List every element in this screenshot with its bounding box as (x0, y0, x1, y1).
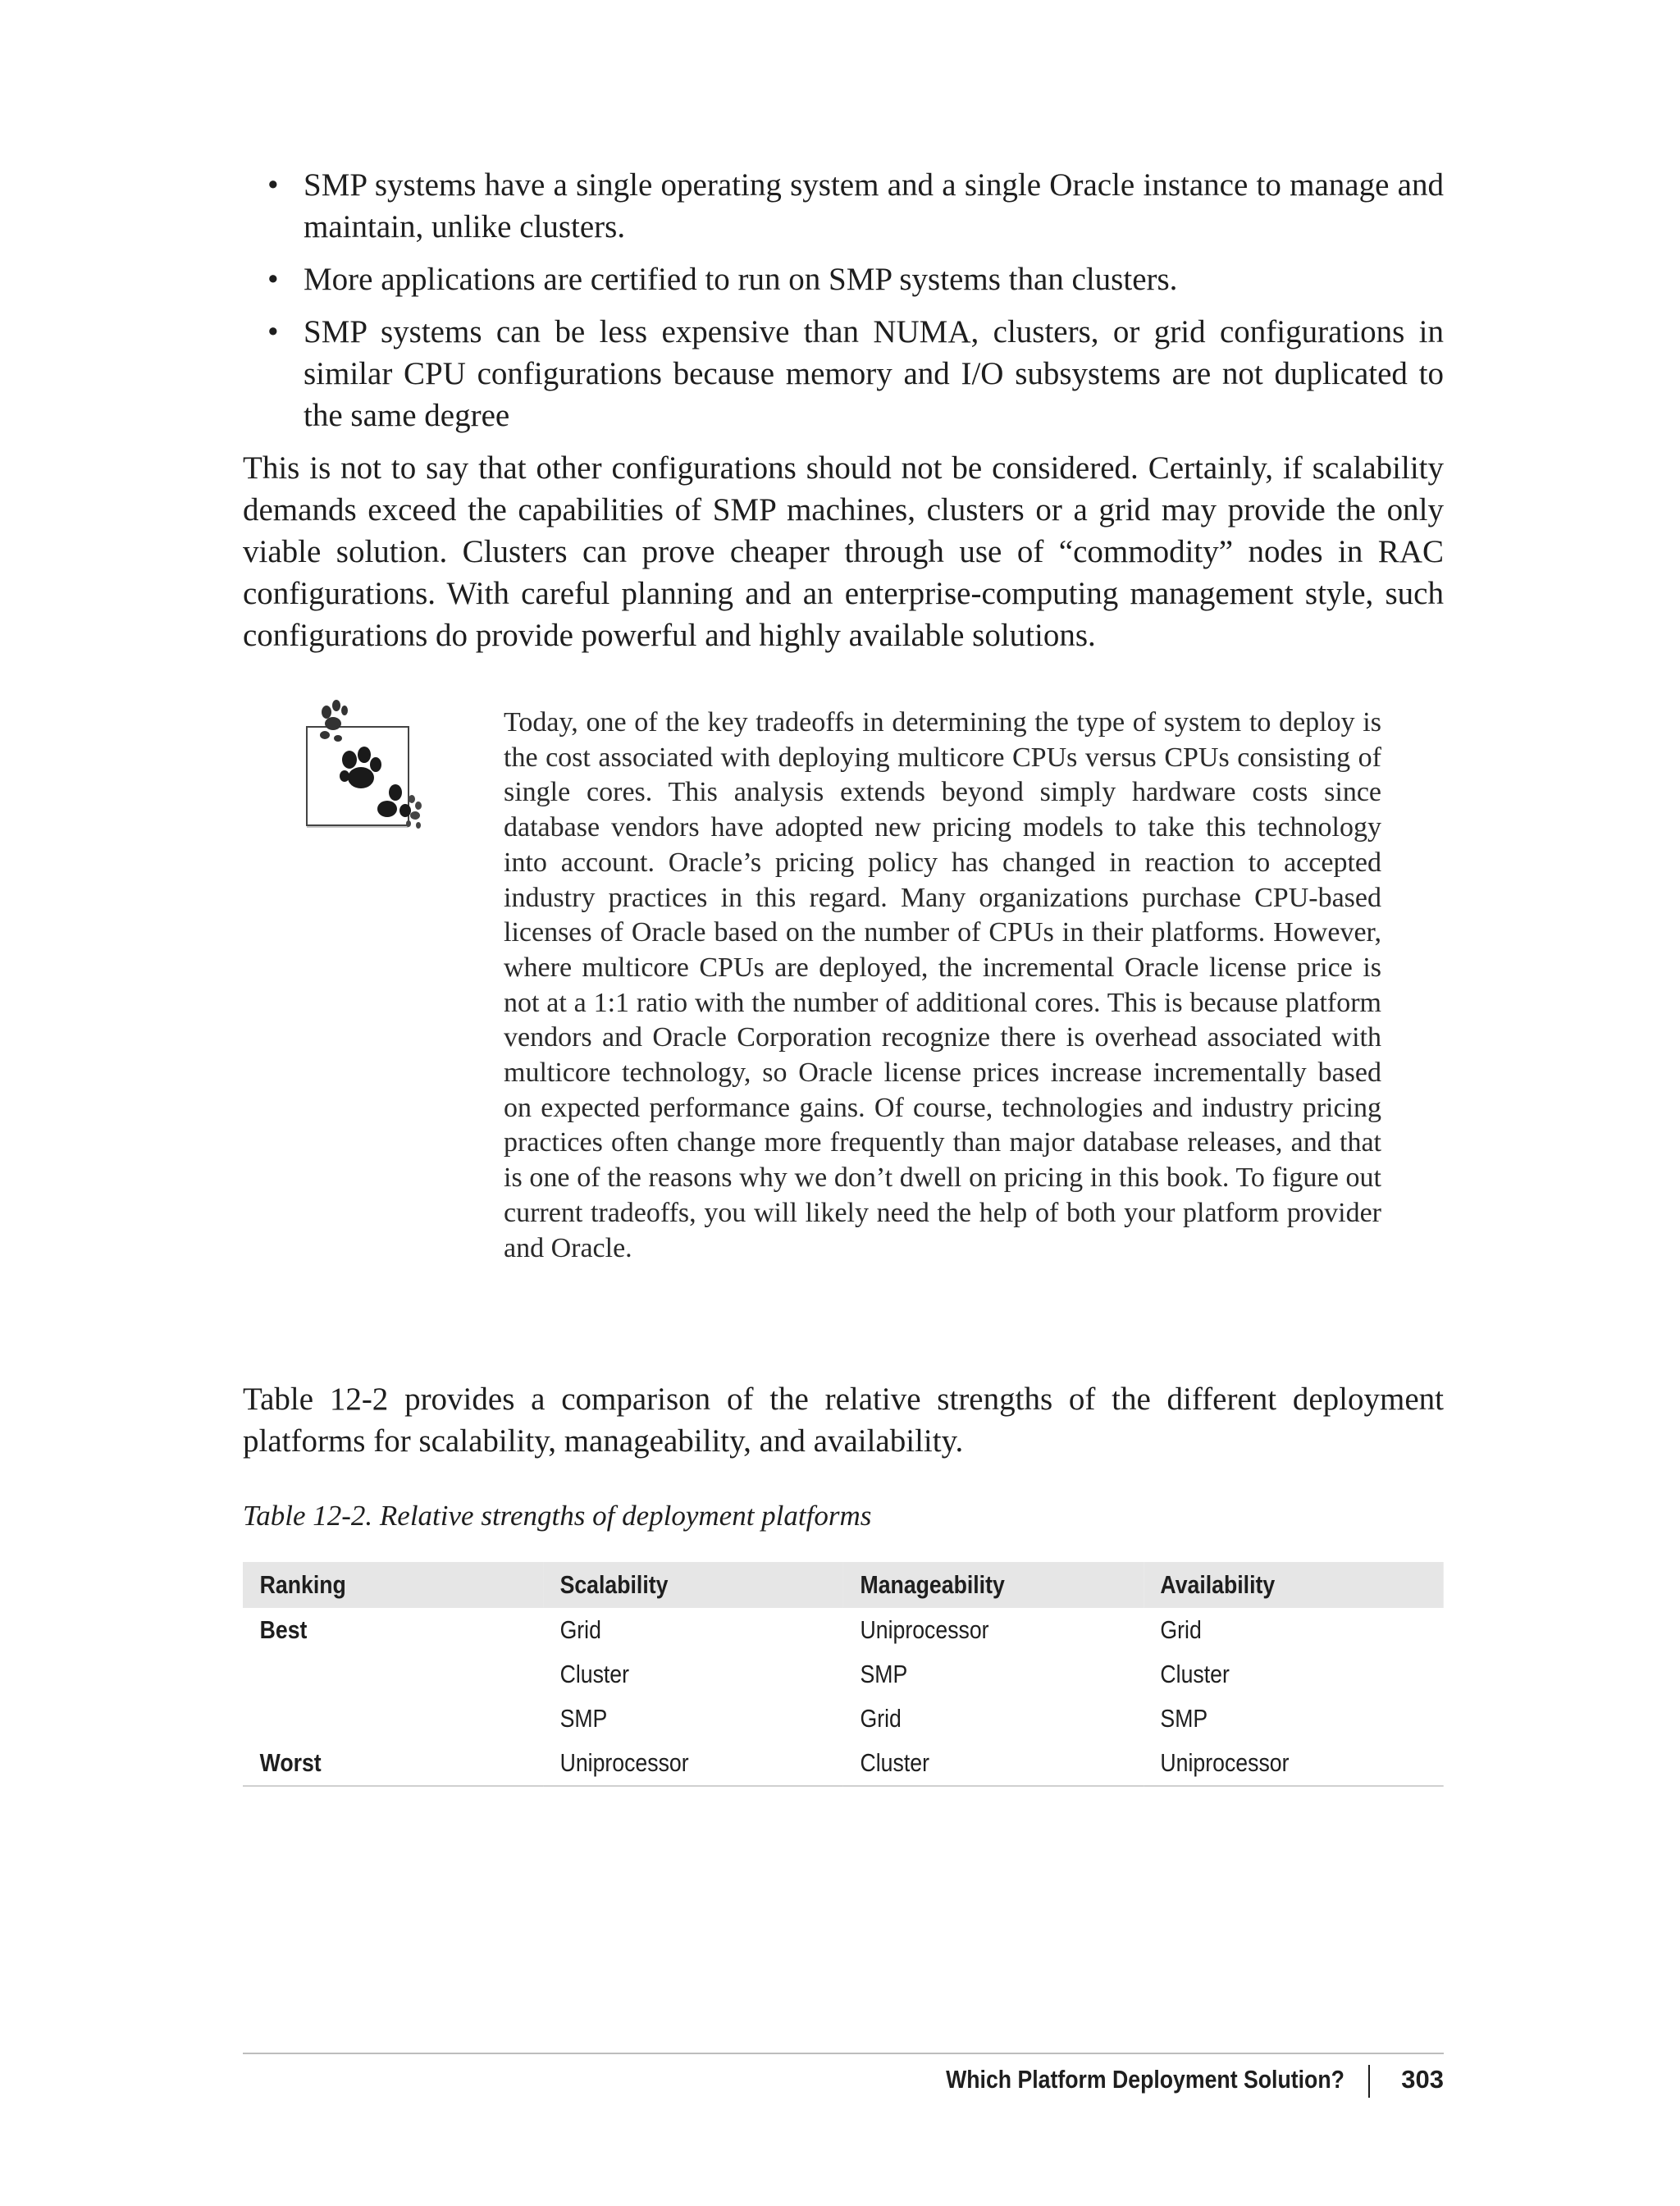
body-paragraph: Table 12-2 provides a comparison of the relative strengths of the different deployment platforms for scalability, manageability, and availability. (243, 1382, 1444, 1459)
table-caption: Table 12-2. Relative strengths of deployment platforms (243, 1500, 872, 1532)
footer-divider (243, 2053, 1444, 2054)
table-cell: Grid (1160, 1615, 1202, 1644)
table-header-cell: Manageability (860, 1570, 1005, 1599)
bullet-glyph: • (267, 314, 279, 349)
table-cell: SMP (559, 1704, 608, 1733)
table-header-cell: Availability (1160, 1570, 1276, 1599)
table-header-cell: Scalability (559, 1570, 669, 1599)
table-row (243, 1652, 1444, 1697)
body-paragraph: This is not to say that other configurations should not be considered. Certainly, if scalability demands exceed the capabilities of SMP machines, clusters or a grid may provide the only viable solution. Clusters can prove cheaper through use of “commodity” nodes in RAC configurations. With careful planning and an enterprise-computing management style, such configurations do provide powerful and highly available solutions. (243, 450, 1444, 653)
bullet-glyph: • (267, 167, 279, 203)
table-cell-ranking (243, 1697, 543, 1741)
table-cell: Uniprocessor (860, 1615, 989, 1644)
table-body (243, 1608, 1444, 1786)
table-row (243, 1697, 1444, 1741)
bullet-text: More applications are certified to run on SMP systems than clusters. (304, 262, 1178, 297)
bullet-item (243, 311, 1444, 436)
table-cell-ranking: Worst (243, 1741, 543, 1786)
footer-separator (1368, 2065, 1370, 2098)
comparison-table (243, 1562, 1444, 1787)
table-header (243, 1562, 1444, 1608)
table-cell: Cluster (843, 1741, 1144, 1786)
table-cell: Uniprocessor (543, 1741, 843, 1786)
table-cell: Cluster (559, 1660, 630, 1688)
bullet-text: SMP systems can be less expensive than NUMA, clusters, or grid configurations in similar CPU configurations because memory and I/O subsystems are not duplicated to the same degree (304, 314, 1444, 433)
note-text: Today, one of the key tradeoffs in determining the type of system to deploy is the cost associated with deploying multicore CPUs versus CPUs consisting of single cores. This analysis extends beyond simply hardware costs since database vendors have adopted new pricing models to take this technology into account. Oracle’s pricing policy has changed in reaction to accepted industry practices in this regard. Many organizations purchase CPU-based licenses of Oracle based on the number of CPUs in their platforms. However, where multicore CPUs are deployed, the incremental Oracle license price is not at a 1:1 ratio with the number of additional cores. This is because platform vendors and Oracle Corporation recognize there is overhead associated with multicore technology, so Oracle license prices increase incrementally based on expected performance gains. Of course, technologies and industry pricing practices often change more frequently than major database releases, and that is one of the reasons why we don’t dwell on pricing in this book. To figure out current tradeoffs, you will likely need the help of both your platform provider and Oracle. (504, 707, 1381, 1263)
table-row (243, 1608, 1444, 1652)
table-cell: SMP (860, 1660, 908, 1688)
table-cell: Grid (559, 1615, 601, 1644)
bullet-item (243, 164, 1444, 248)
table-cell-ranking: Best (259, 1615, 308, 1644)
table-cell-ranking (243, 1652, 543, 1697)
bullet-item (243, 258, 1444, 300)
table-header-cell: Ranking (259, 1570, 346, 1599)
paw-prints-note-icon (302, 696, 425, 835)
page-footer (243, 2059, 1444, 2100)
table-cell: SMP (1160, 1704, 1208, 1733)
page-number: 303 (1401, 2065, 1444, 2094)
table-row (243, 1741, 1444, 1786)
page-content (243, 164, 1444, 1787)
table-cell: Cluster (1160, 1660, 1230, 1688)
table-cell: Uniprocessor (1144, 1741, 1444, 1786)
note-block (302, 706, 1444, 1378)
bullet-glyph: • (267, 262, 279, 297)
table-header-row (243, 1562, 1444, 1608)
table-cell: Grid (860, 1704, 902, 1733)
bullet-text: SMP systems have a single operating system and a single Oracle instance to manage and maintain, unlike clusters. (304, 167, 1444, 244)
bullet-list (243, 164, 1444, 436)
running-footer-title: Which Platform Deployment Solution? (946, 2065, 1345, 2094)
